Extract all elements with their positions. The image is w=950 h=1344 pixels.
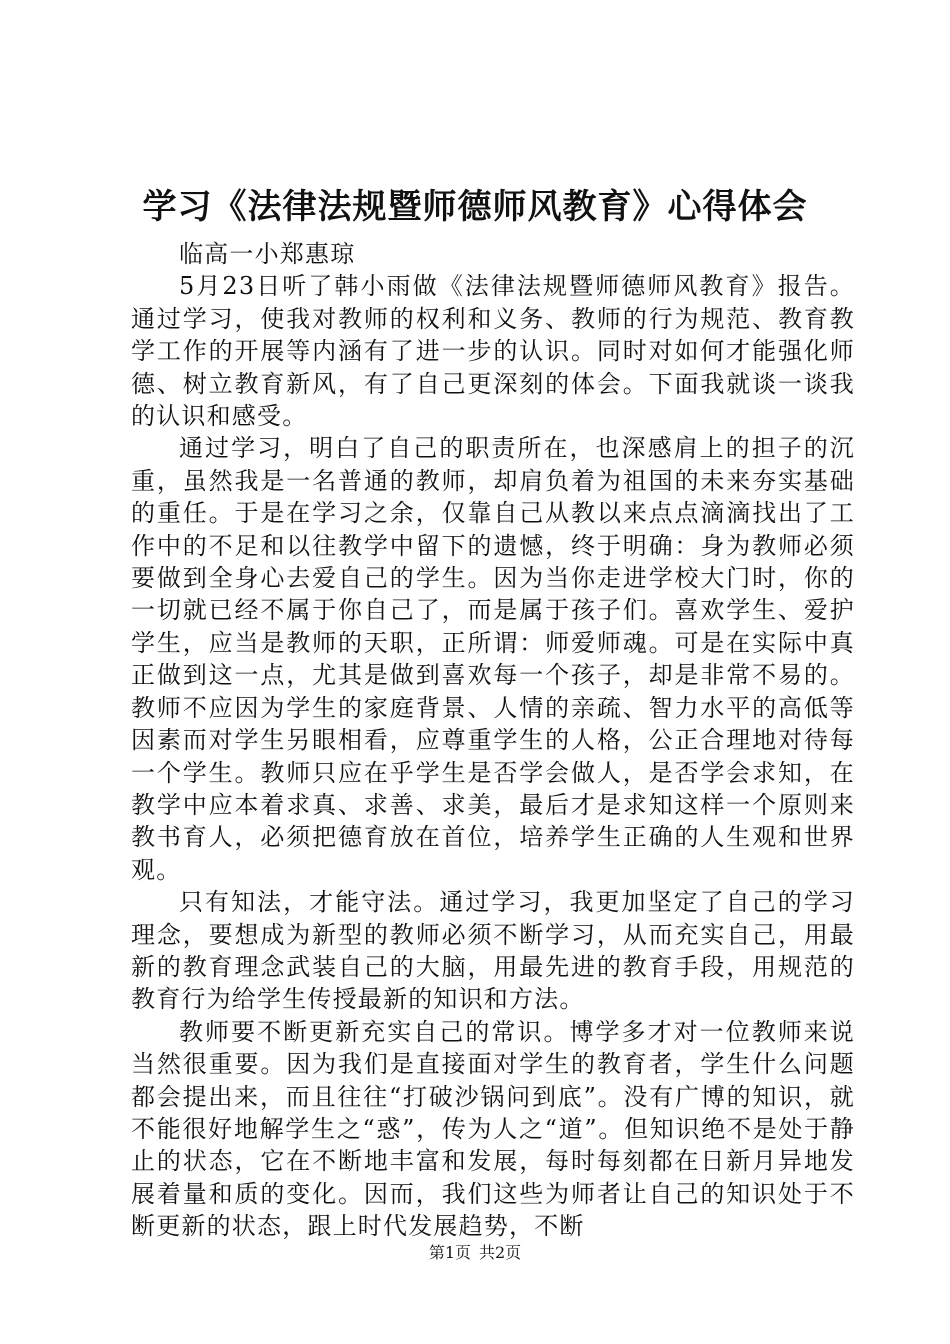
- page-number: 第1页: [428, 1243, 471, 1262]
- body-paragraph-1: 5月23日听了韩小雨做《法律法规暨师德师风教育》报告。通过学习，使我对教师的权利和义务、教师的行为规范、教育教学工作的开展等内涵有了进一步的认识。同时对如何才能强化师德、树立教育新风，有了自己更深刻的体会。下面我就谈一谈我的认识和感受。: [131, 272, 855, 431]
- body-paragraph-3: 只有知法，才能守法。通过学习，我更加坚定了自己的学习理念，要想成为新型的教师必须不断学习，从而充实自己，用最新的教育理念武装自己的大脑，用最先进的教育手段，用规范的教育行为给学生传授最新的知识和方法。: [131, 888, 855, 1014]
- document-title: 学习《法律法规暨师德师风教育》心得体会: [142, 187, 808, 227]
- page-total: 共2页: [479, 1243, 522, 1262]
- page-footer: [0, 1241, 950, 1265]
- author-line: 临高一小郑惠琼: [179, 240, 356, 268]
- body-paragraph-2: 通过学习，明白了自己的职责所在，也深感肩上的担子的沉重，虽然我是一名普通的教师，却肩负着为祖国的未来夯实基础的重任。于是在学习之余，仅靠自己从教以来点点滴滴找出了工作中的不足和以往教学中留下的遗憾，终于明确：身为教师必须要做到全身心去爱自己的学生。因为当你走进学校大门时，你的一切就已经不属于你自己了，而是属于孩子们。喜欢学生、爱护学生，应当是教师的天职，正所谓：师爱师魂。可是在实际中真正做到这一点，尤其是做到喜欢每一个孩子，却是非常不易的。教师不应因为学生的家庭背景、人情的亲疏、智力水平的高低等因素而对学生另眼相看，应尊重学生的人格，公正合理地对待每一个学生。教师只应在乎学生是否学会做人，是否学会求知，在教学中应本着求真、求善、求美，最后才是求知这样一个原则来教书育人，必须把德育放在首位，培养学生正确的人生观和世界观。: [131, 434, 855, 884]
- document-body: [131, 238, 855, 1243]
- body-paragraph-4: 教师要不断更新充实自己的常识。博学多才对一位教师来说当然很重要。因为我们是直接面对学生的教育者，学生什么问题都会提出来，而且往往“打破沙锅问到底”。没有广博的知识，就不能很好地解学生之“惑”，传为人之“道”。但知识绝不是处于静止的状态，它在不断地丰富和发展，每时每刻都在日新月异地发展着量和质的变化。因而，我们这些为师者让自己的知识处于不断更新的状态，跟上时代发展趋势，不断: [131, 1017, 855, 1241]
